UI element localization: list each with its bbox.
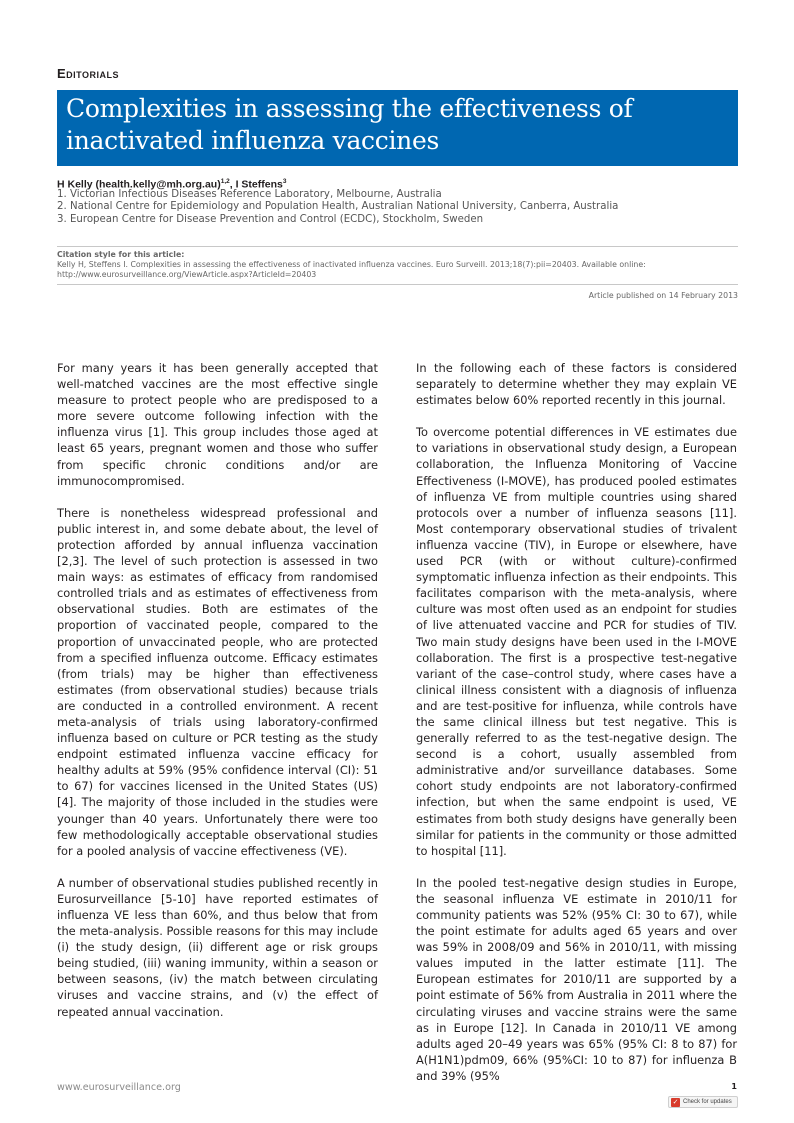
divider [57,246,738,247]
citation-text: Kelly H, Steffens I. Complexities in assessing the effectiveness of inactivated influenza vaccines. Euro Surveill. 2013;18(7):pii=20403. Available online: http://www.eurosurveillance.org/ViewArticle.aspx?ArticleId=20403 [57,260,646,280]
body-paragraph: In the pooled test-negative design studies in Europe, the seasonal influenza VE estimate in 2010/11 for community patients was 52% (95% CI: 30 to 67), while the point estimate for adults aged 65 years and over was 59% in 2008/09 and 56% in 2010/11, with missing values imputed in the latter estimate [11]. The European estimates for 2010/11 are supported by a point estimate of 56% from Australia in 2011 where the circulating viruses and vaccine strains were the same as in Europe [12]. In Canada in 2010/11 VE among adults aged 20–49 years was 65% (95% CI: 8 to 87) for A(H1N1)pdm09, 66% (95%CI: 10 to 87) for influenza B and 39% (95% [416,875,737,1083]
citation-heading: Citation style for this article: [57,250,185,259]
body-paragraph: To overcome potential differences in VE estimates due to variations in observational study design, a European collaboration, the Influenza Monitoring of Vaccine Effectiveness (I-MOVE), has produced pooled estimates of influenza VE from multiple countries using shared protocols over a number of influenza seasons [11]. Most contemporary observational studies of trivalent influenza vaccine (TIV), in Europe or elsewhere, have used PCR (with or without culture)-confirmed symptomatic influenza infection as their endpoints. This facilitates comparison with the meta-analysis, where culture was most often used as an endpoint for studies of live attenuated vaccine and PCR for studies of TIV. Two main study designs have been used in the I-MOVE collaboration. The first is a prospective test-negative variant of the case–control study, where cases have a clinical illness consistent with a diagnosis of influenza and are test-positive for influenza, while controls have the same clinical illness but test negative. This is generally referred to as the test-negative design. The second is a cohort, usually assembled from administrative and/or surveillance databases. Some cohort study endpoints are not laboratory-confirmed infection, but when the same endpoint is used, VE estimates from both study designs have generally been similar for patients in the community or those admitted to hospital [11]. [416,425,737,858]
author-1-affiliation: 1,2 [220,178,230,185]
affiliation-list [57,189,618,226]
article-title: Complexities in assessing the effectiveness of inactivated influenza vaccines [66,94,633,155]
author-separator: , [229,178,236,191]
divider [57,284,738,285]
body-paragraph: For many years it has been generally accepted that well-matched vaccines are the most effective single measure to protect people who are predisposed to a more severe outcome following infection with the influenza virus [1]. This group includes those aged at least 65 years, pregnant women and those who suffer from specific chronic conditions and/or are immunocompromised. [57,361,378,488]
body-column-right [416,360,737,1100]
check-for-updates-button[interactable] [668,1096,738,1108]
page-number: 1 [731,1082,737,1091]
author-1: H Kelly (health.kelly@mh.org.au) [57,178,221,191]
affiliation-item: 2. National Centre for Epidemiology and Population Health, Australian National University, Canberra, Australia [57,201,619,213]
body-paragraph: There is nonetheless widespread professional and public interest in, and some debate about, the level of protection afforded by annual influenza vaccination [2,3]. The level of such protection is assessed in two main ways: as estimates of efficacy from randomised controlled trials and as estimates of effectiveness from observational studies. Both are estimates of the proportion of vaccinated people, compared to the proportion of unvaccinated people, who are protected from a specified influenza outcome. Efficacy estimates (from trials) may be higher than effectiveness estimates (from observational studies) because trials are conducted in a controlled environment. A recent meta-analysis of trials using laboratory-confirmed influenza based on culture or PCR testing as the study endpoint estimated influenza vaccine efficacy for healthy adults at 59% (95% confidence interval (CI): 51 to 67) for vaccines licensed in the United States (US) [4]. The majority of those included in the studies were younger than 40 years. Unfortunately there were too few methodologically acceptable observational studies for a pooled analysis of vaccine effectiveness (VE). [57,505,378,858]
check-for-updates-icon: ✓ [672,1097,679,1106]
affiliation-item: 3. European Centre for Disease Prevention and Control (ECDC), Stockholm, Sweden [57,213,484,225]
body-column-left [57,360,378,1036]
publication-date: Article published on 14 February 2013 [588,291,738,300]
footer-url[interactable]: www.eurosurveillance.org [57,1082,181,1093]
section-label: Editorials [57,66,120,81]
citation-block [57,250,738,281]
author-2: I Steffens [235,178,283,191]
body-paragraph: In the following each of these factors is considered separately to determine whether they may explain VE estimates below 60% reported recently in this journal. [416,361,737,408]
author-2-affiliation: 3 [282,178,287,185]
check-for-updates-label: Check for updates [683,1099,732,1105]
body-paragraph: A number of observational studies published recently in Eurosurveillance [5-10] have reported estimates of influenza VE less than 60%, and thus below that from the meta-analysis. Possible reasons for this may include (i) the study design, (ii) different age or risk groups being studied, (iii) waning immunity, within a season or between seasons, (iv) the match between circulating viruses and vaccine strains, and (v) the effect of repeated annual vaccination. [57,875,378,1019]
title-banner [57,90,738,166]
affiliation-item: 1. Victorian Infectious Diseases Reference Laboratory, Melbourne, Australia [57,189,442,200]
